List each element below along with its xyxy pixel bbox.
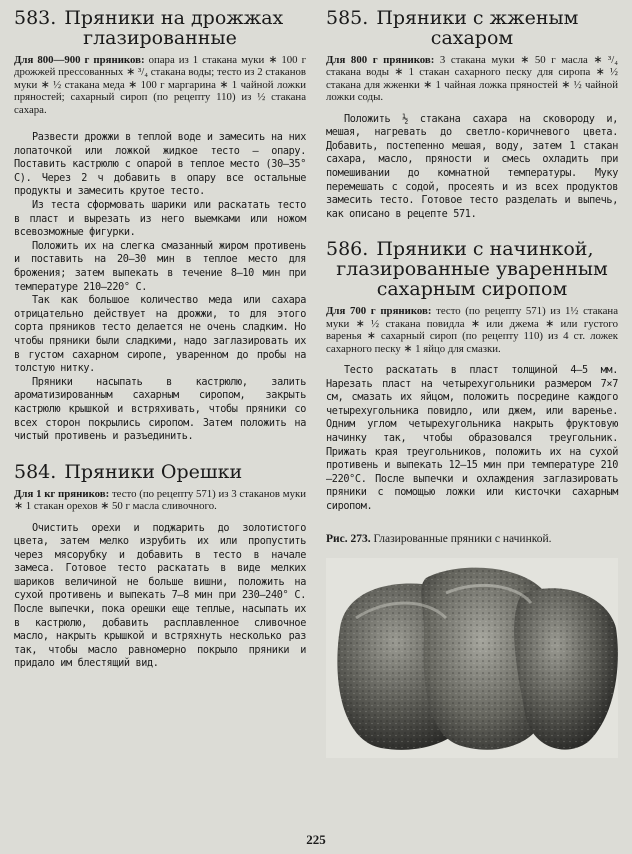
recipe-586-paragraph-1: Тесто раскатать в пласт толщиной 4—5 мм. Нарезать пласт на четырехугольники размером 7×7 см, смазать их яйцом, положить посредине каждого четырехугольника повидло, или джем, или варенье. Одним углом четырехугольника накрыть фруктовую начинку так, чтобы образовался треугольник. Прижать края треугольников, положить их на сухой противень и выпекать 12—15 мин при температуре 210—220°С. После выпечки и охлаждения заглазировать пряники с помощью ложки или кисточки сахарным сиропом. xyxy=(326,365,618,512)
right-column xyxy=(326,8,618,758)
recipe-586-title-line2: глазированные уваренным xyxy=(336,258,608,281)
recipe-586-title xyxy=(326,239,618,299)
recipe-583-title-line1: Пряники на дрожжах xyxy=(64,7,284,29)
recipe-584-title xyxy=(14,462,306,482)
recipe-583-title xyxy=(14,8,306,48)
recipe-584-number: 584. xyxy=(14,460,57,483)
recipe-583-number: 583. xyxy=(14,7,57,29)
recipe-583-paragraph-1: Развести дрожжи в теплой воде и замесить на них лопаточкой или ложкой жидкое тесто — опару. Поставить кастрюлю с опарой в теплое место (30—35° С). Через 2 ч добавить в опару все остальные продукты и замесить крутое тесто. xyxy=(14,132,306,198)
recipe-585-title-line1: Пряники с жженым xyxy=(376,7,579,29)
recipe-585-ingredient-list: 3 стакана муки ∗ 50 г масла ∗ ³/₄ стакана воды ∗ 1 стакан сахарного песку для сиропа ∗ ½ стакана для жженки ∗ 1 чайная ложка пряностей ∗ ½ чайной ложки соды. xyxy=(326,54,619,104)
recipe-586-ingredient-list: тесто (по рецепту 571) из 1½ стакана муки ∗ ½ стакана повидла ∗ или джема ∗ или густого варенья ∗ сахарный сироп (по рецепту 110) из 4 ст. ложек сахарного песку ∗ 1 яйцо для смазки. xyxy=(326,305,618,355)
recipe-585-title-line2: сахаром xyxy=(430,27,514,49)
gingerbread-photo-image xyxy=(326,558,618,758)
recipe-585-paragraph-1: Положить ½ стакана сахара на сковороду и, мешая, нагревать до светло-коричневого цвета. Добавить, постепенно мешая, воду, затем 1 стакан сахара, масло, пряности и смесь охладить при помешивании до комнатной температуры. Муку перемешать с содой, просеять и из всех продуктов замесить тесто. Готовое тесто разделать и выпечь, как описано в рецепте 571. xyxy=(326,113,618,220)
figure-label: Рис. 273. xyxy=(326,532,371,545)
recipe-586-number: 586. xyxy=(326,238,369,261)
recipe-585-yield: Для 800 г пряников: xyxy=(326,54,435,66)
figure-caption-text: Глазированные пряники с начинкой. xyxy=(370,532,552,545)
figure-caption xyxy=(326,532,618,546)
recipe-585-number: 585. xyxy=(326,7,369,29)
recipe-586-title-line3: сахарным сиропом xyxy=(376,278,568,301)
recipe-583-paragraph-4: Так как большое количество меда или сахара отрицательно действует на дрожжи, то для этого сорта пряников тесто делается не очень сладким. Но чтобы пряники были сладкими, надо заглазировать их в густом сахарном сиропе, уваренном до пробы на толстую нитку. xyxy=(14,295,306,375)
recipe-583-paragraph-5: Пряники насыпать в кастрюлю, залить ароматизированным сахарным сиропом, закрыть кастрюлю крышкой и встряхивать, чтобы пряники со всех сторон покрылись сиропом. Затем положить на чистый противень и разъединить. xyxy=(14,376,306,443)
recipe-584-title-line1: Пряники Орешки xyxy=(64,460,243,483)
recipe-583-title-line2: глазированные xyxy=(83,27,237,49)
recipe-583-paragraph-2: Из теста сформовать шарики или раскатать тесто в пласт и вырезать из него выемками или ножом всевозможные фигурки. xyxy=(14,200,306,239)
recipe-584-paragraph-1: Очистить орехи и поджарить до золотистого цвета, затем мелко изрубить их или пропустить через мясорубку и добавить в тесто в начале замеса. Готовое тесто раскатать в виде мелких шариков величиной не больше вишни, положить на сухой противень и выпекать 7—8 мин при 230—240° С. После выпечки, пока орешки еще теплые, насыпать их в кастрюлю, добавить расплавленное сливочное масло, накрыть крышкой и встряхнуть несколько раз так, чтобы масло равномерно покрыло пряники и придало им блестящий вид. xyxy=(14,522,306,670)
recipe-583-yield: Для 800—900 г пряников: xyxy=(14,54,145,66)
left-column xyxy=(14,8,306,671)
recipe-584-ingredient-list: тесто (по рецепту 571) из 3 стаканов муки ∗ 1 стакан орехов ∗ 50 г масла сливочного. xyxy=(14,487,306,513)
recipe-583-ingredients xyxy=(14,54,306,116)
gingerbread-photo xyxy=(326,558,618,758)
recipe-586-title-line1: Пряники с начинкой, xyxy=(376,238,594,261)
recipe-584-ingredients xyxy=(14,488,306,513)
recipe-584-yield: Для 1 кг пряников: xyxy=(14,487,110,500)
recipe-586-yield: Для 700 г пряников: xyxy=(326,305,432,318)
page-number: 225 xyxy=(306,832,326,847)
recipe-583-ingredient-list: опара из 1 стакана муки ∗ 100 г дрожжей прессованных ∗ ³/₄ стакана воды; тесто из 2 стаканов муки ∗ ½ стакана меда ∗ 100 г маргарина ∗ 1 чайной ложки пряностей; сахарный сироп (по рецепту 110) из ½ стакана сахара. xyxy=(14,54,306,116)
recipe-586-ingredients xyxy=(326,305,618,355)
recipe-585-ingredients xyxy=(326,54,618,104)
recipe-585-title xyxy=(326,8,618,48)
recipe-583-paragraph-3: Положить их на слегка смазанный жиром противень и поставить на 20—30 мин в теплое место для брожения; затем выпекать в течение 8—10 мин при температуре 210—220° С. xyxy=(14,240,306,293)
